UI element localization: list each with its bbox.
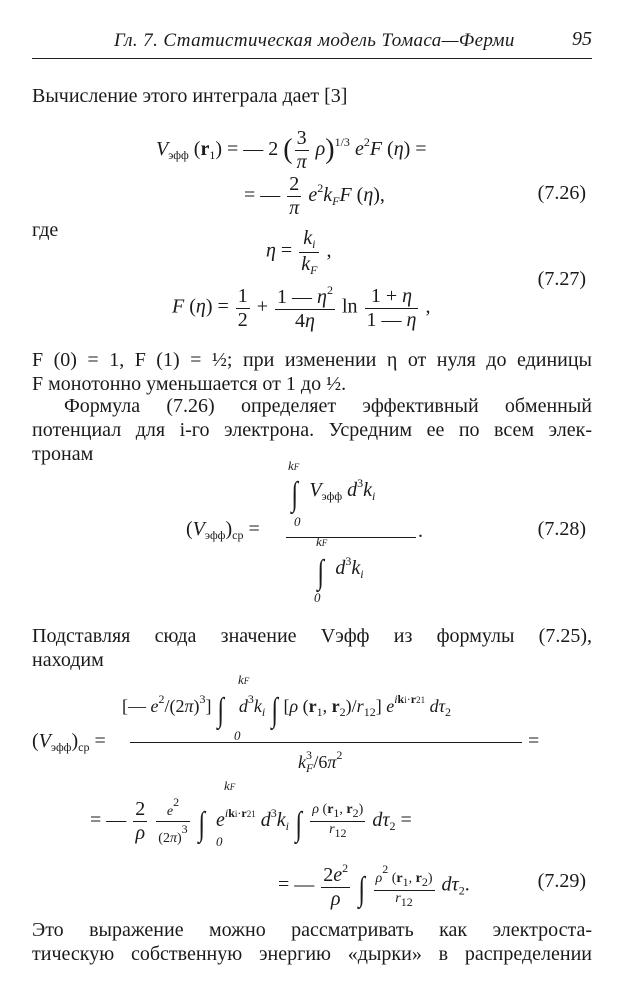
equals: = [528, 730, 540, 752]
paragraph-formula-line3: тронам [32, 443, 94, 465]
equation-7-27-line1: η = $\frac{k_i}{k_F}$ , [266, 227, 332, 277]
chapter-title: Гл. 7. Статистическая модель Томаса—Ферми [114, 30, 515, 51]
period: . [418, 520, 423, 542]
equation-7-27-line2: F (η) = $\frac{1}{2}$ + $\frac{1 — \eta^2}{4\eta}$ ln $\frac{1 + \eta}{1 — \eta}$ , [172, 283, 431, 332]
equation-number-7-27: (7.27) [537, 268, 586, 290]
upper-limit: kF [224, 778, 236, 793]
page-number: 95 [572, 28, 592, 50]
lower-limit: 0 [294, 514, 301, 529]
running-header [32, 28, 592, 59]
equation-7-29-line2: = — $\frac{2}{\rho}$ $\frac{e2}{(2\pi)3}$ ∫ $e^{iki\cdot r21}$ $d^3k_i$ ∫ $\frac{\rho (r1, r2)}{r12}$ $d\tau_2$ = [90, 795, 412, 846]
paragraph-f-line2: F монотонно уменьшается от 1 до ½. [32, 373, 347, 395]
fraction-bar [130, 742, 522, 743]
equation-7-29-numerator: [— $e^2/(2\pi)^3$] ∫ $d^3k_i$ ∫ [ρ ($r_1$, $r_2)/r_{12}$] $e^{iki\cdot r21}$ $d\tau_2$ [122, 692, 452, 729]
equation-7-29-line3: = — $\frac{2e^2}{\rho}$ ∫ $\frac{\rho 2 (r1, r2)}{r12}$ $d\tau_2$. [278, 861, 470, 910]
paragraph-expr-line2: тическую собственную энергию «дырки» в распределении [32, 943, 592, 965]
paragraph-formula-line2: потенциал для i-го электрона. Усредним ее по всем элек- [32, 419, 592, 441]
paragraph-expr-line1: Это выражение можно рассматривать как электроста- [32, 919, 592, 941]
fraction-bar [286, 537, 416, 538]
lower-limit: 0 [234, 728, 241, 743]
lower-limit: 0 [216, 834, 223, 849]
paragraph-intro: Вычисление этого интеграла дает [3] [32, 85, 348, 107]
equation-7-29-lhs: $(V_{эфф})_{ср}$ = [32, 730, 106, 754]
upper-limit: kF [238, 672, 250, 687]
upper-limit: kF [288, 458, 300, 473]
equation-number-7-29: (7.29) [537, 870, 586, 892]
upper-limit: kF [316, 534, 328, 549]
word-where: где [32, 219, 59, 241]
equation-number-7-26: (7.26) [537, 182, 586, 204]
equation-7-28-numerator: ∫ $V_{эфф}$ $d^3k_i$ [291, 476, 376, 513]
equation-7-26-line2: = — $\frac{2}{\pi}$ $e^2k_FF$ (η), [244, 173, 385, 219]
paragraph-subst-line1: Подставляя сюда значение Vэфф из формулы (7.25), [32, 625, 592, 647]
equation-7-28-denominator: ∫ $d^3k_i$ [317, 554, 364, 591]
equation-7-29-denominator: $k^3_F/6\pi^2$ [298, 748, 343, 775]
lower-limit: 0 [314, 590, 321, 605]
paragraph-subst-line2: находим [32, 649, 104, 671]
equation-number-7-28: (7.28) [537, 518, 586, 540]
equation-7-26-line1: $V_{эфф}$ $(r_1)$ = — 2 ( $\frac{3}{\pi}$ ρ)$^{1/3}$ $e^2F$ (η) = [156, 127, 427, 173]
equation-7-28-lhs: $(V_{эфф})_{ср}$ = [186, 518, 260, 542]
paragraph-formula-line1: Формула (7.26) определяет эффективный обменный [64, 395, 592, 417]
paragraph-f-line1: F (0) = 1, F (1) = ½; при изменении η от нуля до единицы [32, 349, 592, 371]
